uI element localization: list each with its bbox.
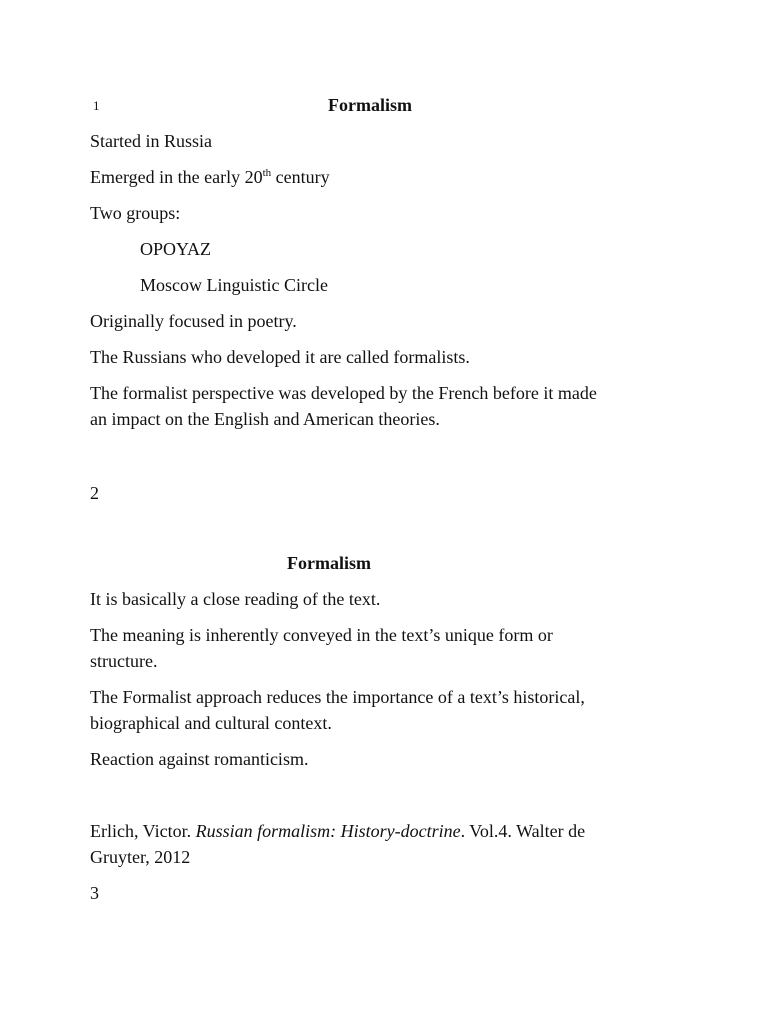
section-number-1: 1 xyxy=(93,98,100,113)
text-line-started: Started in Russia xyxy=(90,131,212,151)
text-line-meaning-2: structure. xyxy=(90,651,158,671)
text-line-perspective-1: The formalist perspective was developed by the French before it made xyxy=(90,383,597,403)
section-number-3: 3 xyxy=(90,883,99,903)
citation-line-2: Gruyter, 2012 xyxy=(90,847,191,867)
text-line-group-opoyaz: OPOYAZ xyxy=(140,239,212,259)
text-emerged-tail: century xyxy=(271,167,330,187)
citation-author: Erlich, Victor. xyxy=(90,821,196,841)
text-emerged-main: Emerged in the early 20 xyxy=(90,167,263,187)
text-line-reaction: Reaction against romanticism. xyxy=(90,749,309,769)
text-line-russians: The Russians who developed it are called formalists. xyxy=(90,347,470,367)
section-number-2: 2 xyxy=(90,483,99,503)
text-line-groups-label: Two groups: xyxy=(90,203,181,223)
text-line-meaning-1: The meaning is inherently conveyed in the text’s unique form or xyxy=(90,625,553,645)
text-line-poetry: Originally focused in poetry. xyxy=(90,311,297,331)
text-line-close-reading: It is basically a close reading of the text. xyxy=(90,589,381,609)
citation-line-1 xyxy=(90,818,585,844)
text-emerged-superscript: th xyxy=(262,167,272,179)
text-line-approach-2: biographical and cultural context. xyxy=(90,713,332,733)
citation-publisher: . Vol.4. Walter de xyxy=(460,821,586,841)
text-line-group-moscow: Moscow Linguistic Circle xyxy=(140,275,328,295)
text-line-emerged xyxy=(90,164,330,190)
section-title-1: Formalism xyxy=(328,95,412,115)
text-line-perspective-2: an impact on the English and American theories. xyxy=(90,409,440,429)
citation-title: Russian formalism: History-doctrine xyxy=(195,821,461,841)
section-title-2: Formalism xyxy=(287,553,371,573)
text-line-approach-1: The Formalist approach reduces the importance of a text’s historical, xyxy=(90,687,585,707)
